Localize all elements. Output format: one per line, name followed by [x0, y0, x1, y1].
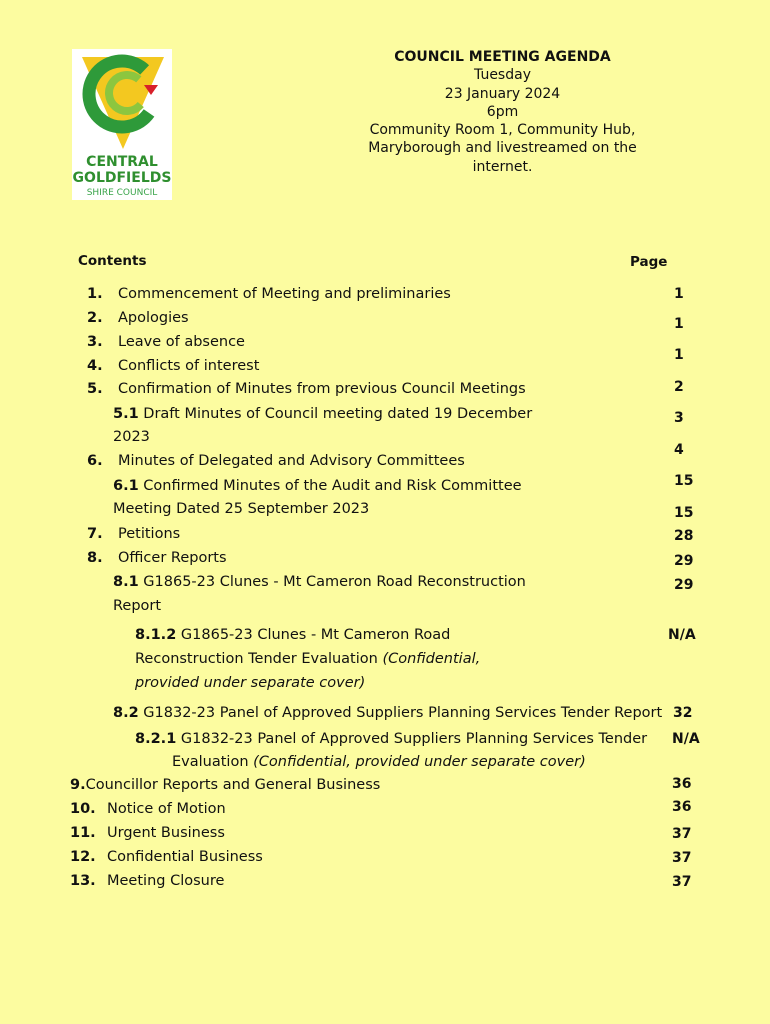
page-number: 32: [673, 705, 693, 721]
toc-item-text-cont: Report: [113, 598, 162, 614]
toc-item-title: G1865-23 Clunes - Mt Cameron Road Reconstruction: [138, 574, 526, 590]
toc-item-text: Notice of Motion: [107, 801, 226, 817]
page-number: 1: [674, 316, 684, 332]
toc-item-title-cont: Reconstruction Tender Evaluation: [135, 651, 383, 667]
meeting-venue-line-3: internet.: [472, 158, 533, 175]
page-number: 1: [674, 347, 684, 363]
toc-item-number: 9.: [70, 777, 86, 793]
page-number: N/A: [668, 627, 696, 643]
page-number: 2: [674, 379, 684, 395]
toc-item-text: [135, 730, 647, 748]
toc-item-number: 1.: [87, 286, 103, 302]
toc-item-number: 12.: [70, 849, 96, 865]
toc-item-text: Minutes of Delegated and Advisory Committees: [118, 453, 465, 469]
page-number: N/A: [672, 731, 700, 747]
page-number: 36: [672, 776, 692, 792]
page-number: 3: [674, 410, 684, 426]
toc-item-number: 13.: [70, 873, 96, 889]
page-number: 29: [674, 553, 694, 569]
toc-item-text-cont: [172, 753, 586, 771]
page-number: 1: [674, 286, 684, 302]
page-number: 4: [674, 442, 684, 458]
toc-item-title: G1865-23 Clunes - Mt Cameron Road: [176, 627, 451, 643]
toc-item-text: [113, 704, 662, 722]
agenda-header: [340, 48, 665, 176]
toc-item-text: Commencement of Meeting and preliminaries: [118, 286, 451, 302]
toc-item-text: [70, 776, 380, 794]
page-number: 15: [674, 505, 694, 521]
page-heading: Page: [630, 254, 668, 270]
toc-item-number: 4.: [87, 358, 103, 374]
page-number: 37: [672, 826, 692, 842]
toc-item-confidential-note: (Confidential, provided under separate cover): [253, 754, 586, 770]
meeting-venue-line-1: Community Room 1, Community Hub,: [369, 122, 636, 139]
toc-item-text: [135, 626, 450, 644]
contents-heading: Contents: [78, 253, 147, 269]
toc-item-number: 5.: [87, 381, 103, 397]
logo-line-shire-council: SHIRE COUNCIL: [86, 188, 158, 198]
page-number: 37: [672, 850, 692, 866]
toc-item-text: Officer Reports: [118, 550, 227, 566]
toc-item-text: Leave of absence: [118, 334, 245, 350]
agenda-title: COUNCIL MEETING AGENDA: [394, 49, 611, 65]
toc-item-number: 6.1: [113, 478, 139, 494]
toc-item-number: 6.: [87, 453, 103, 469]
toc-item-text: Urgent Business: [107, 825, 225, 841]
page-number: 15: [674, 473, 694, 489]
logo-c-mark-icon: [72, 49, 172, 154]
toc-item-confidential-note: (Confidential,: [382, 651, 481, 667]
meeting-time: 6pm: [486, 103, 519, 120]
page-number: 29: [674, 577, 694, 593]
meeting-date: 23 January 2024: [444, 85, 561, 102]
page-number: 36: [672, 799, 692, 815]
meeting-venue-line-2: Maryborough and livestreamed on the: [368, 140, 637, 157]
toc-item-text: Apologies: [118, 310, 189, 326]
toc-item-text: Confirmation of Minutes from previous Council Meetings: [118, 381, 526, 397]
toc-item-number: 8.1.2: [135, 627, 177, 643]
page-number: 28: [674, 528, 694, 544]
toc-item-number: 7.: [87, 526, 103, 542]
council-logo: [72, 49, 172, 200]
logo-line-central: CENTRAL: [86, 154, 158, 170]
toc-item-number: 8.2.1: [135, 731, 177, 747]
toc-item-text: Conflicts of interest: [118, 358, 260, 374]
toc-item-text: Petitions: [118, 526, 181, 542]
toc-item-number: 11.: [70, 825, 96, 841]
logo-line-goldfields: GOLDFIELDS: [72, 170, 172, 186]
toc-item-number: 8.: [87, 550, 103, 566]
toc-item-title-cont: Evaluation: [172, 754, 254, 770]
toc-item-text-cont: 2023: [113, 429, 150, 445]
page-number: 37: [672, 874, 692, 890]
toc-item-text: Confidential Business: [107, 849, 263, 865]
toc-item-text: [113, 477, 522, 495]
toc-item-number: 3.: [87, 334, 103, 350]
toc-item-title: Confirmed Minutes of the Audit and Risk Committee: [138, 478, 522, 494]
toc-item-title: G1832-23 Panel of Approved Suppliers Planning Services Tender: [176, 731, 648, 747]
toc-item-title: Draft Minutes of Council meeting dated 19 December: [138, 406, 533, 422]
meeting-day: Tuesday: [474, 67, 531, 84]
toc-item-text: [113, 405, 532, 423]
toc-item-text-cont: Meeting Dated 25 September 2023: [113, 501, 370, 517]
toc-item-confidential-note-cont: provided under separate cover): [135, 675, 366, 691]
toc-item-number: 2.: [87, 310, 103, 326]
toc-item-title: Councillor Reports and General Business: [85, 777, 381, 793]
toc-item-text: [113, 573, 526, 591]
toc-item-text-cont: [135, 650, 480, 668]
toc-item-number: 8.2: [113, 705, 139, 721]
toc-item-number: 5.1: [113, 406, 139, 422]
toc-item-title: G1832-23 Panel of Approved Suppliers Planning Services Tender Report: [138, 705, 663, 721]
toc-item-number: 8.1: [113, 574, 139, 590]
toc-item-text: Meeting Closure: [107, 873, 225, 889]
toc-item-number: 10.: [70, 801, 96, 817]
